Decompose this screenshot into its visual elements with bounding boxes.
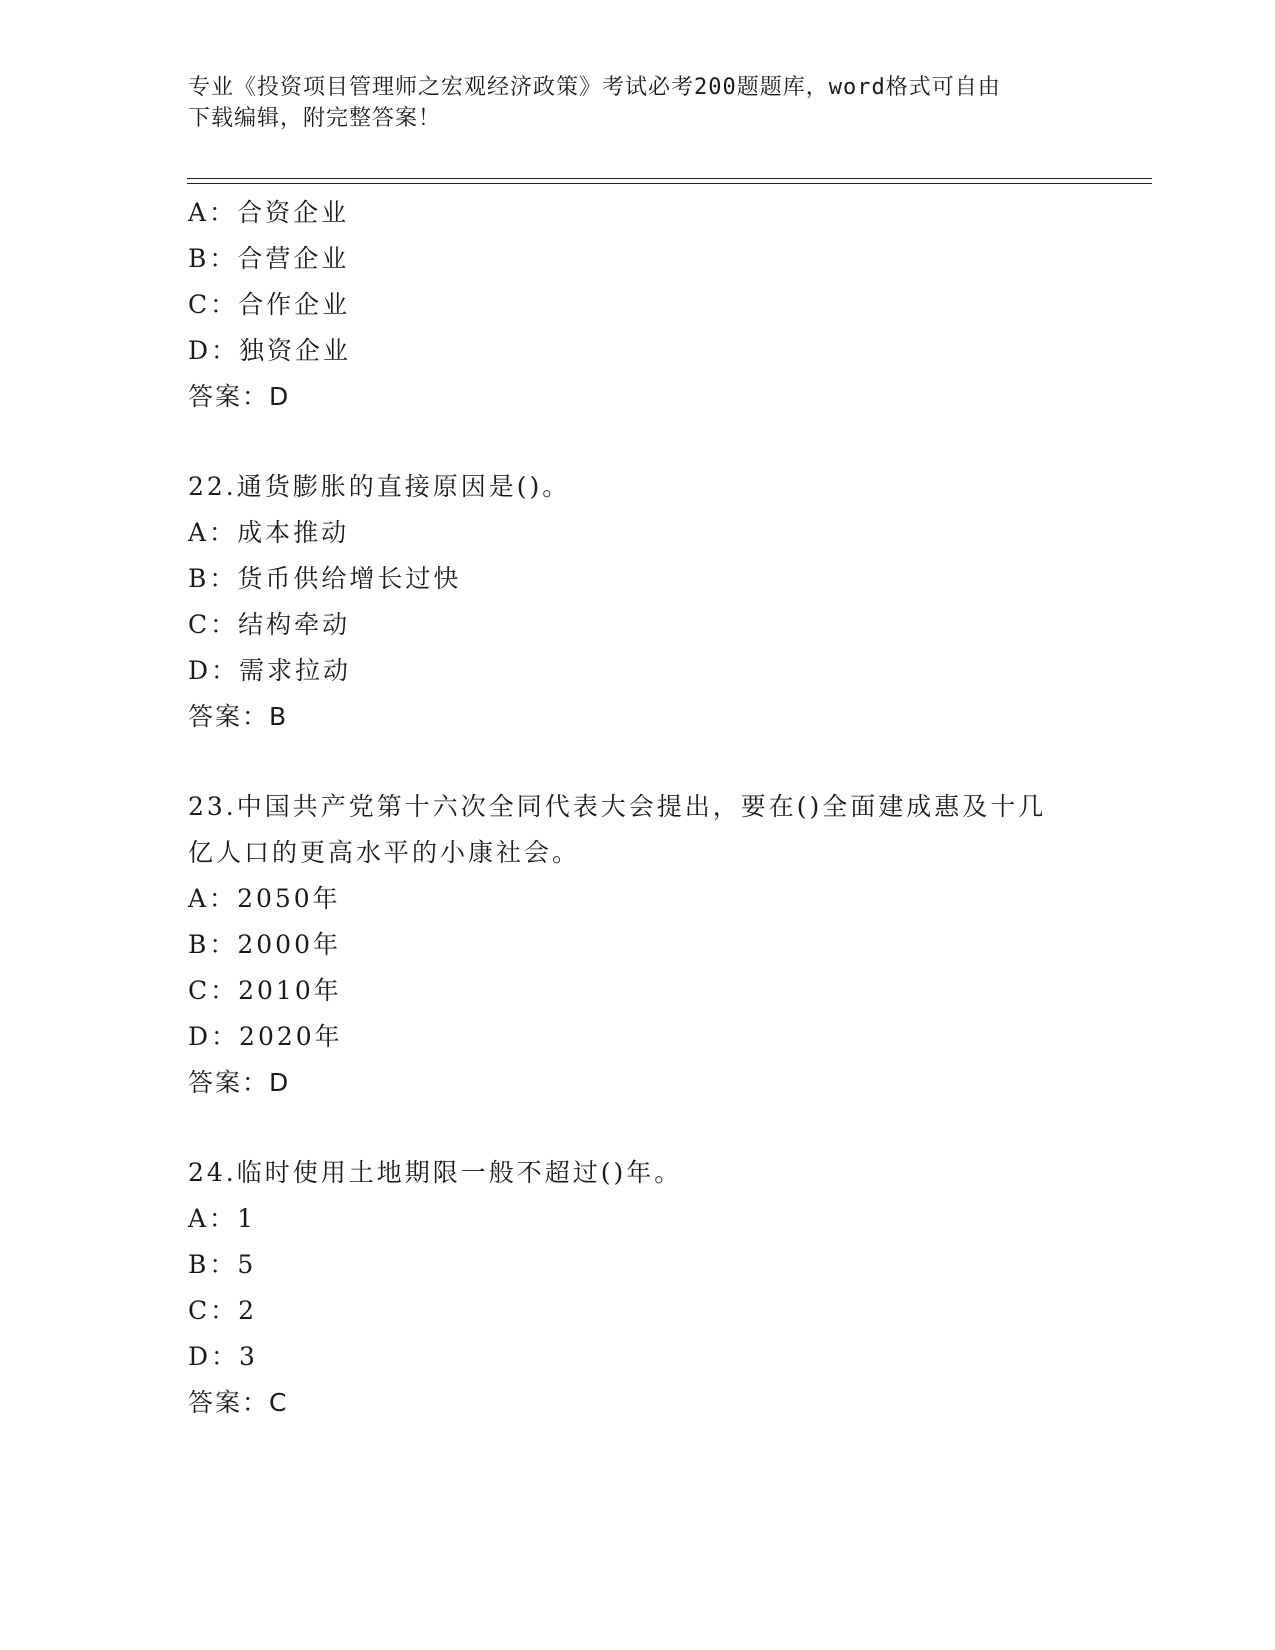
option-text: 货币供给增长过快 [237,564,462,593]
option-prefix: C： [188,610,239,639]
option-a [188,510,1088,556]
option-prefix: C： [188,1296,239,1325]
option-c [188,1288,1088,1334]
option-text: 2020年 [239,1022,343,1051]
answer-line [188,694,1088,740]
option-d [188,328,1088,374]
option-text: 5 [237,1250,257,1279]
header-line-2: 下载编辑，附完整答案！ [188,106,442,131]
option-text: 1 [237,1204,256,1233]
answer-label: 答案： [188,382,270,411]
option-a [188,876,1088,922]
option-prefix: B： [188,244,238,273]
option-text: 合资企业 [237,198,350,227]
option-text: 成本推动 [237,518,350,547]
option-prefix: D： [188,336,240,365]
answer-line [188,1380,1088,1426]
question-block-24 [188,1150,1088,1426]
question-text-line-1: 23.中国共产党第十六次全同代表大会提出，要在()全面建成惠及十几 [188,792,1047,821]
option-d [188,648,1088,694]
option-d [188,1014,1088,1060]
option-prefix: B： [188,1250,238,1279]
header-divider-top [187,178,1152,179]
option-b [188,556,1088,602]
answer-label: 答案： [188,1068,270,1097]
option-prefix: A： [188,518,238,547]
answer-value: B [269,702,289,731]
option-prefix: A： [188,1204,238,1233]
option-prefix: C： [188,290,239,319]
answer-line [188,374,1088,420]
option-text: 2050年 [237,884,341,913]
question-block-21 [188,190,1088,420]
option-text: 2010年 [238,976,342,1005]
option-b [188,1242,1088,1288]
option-text: 合营企业 [237,244,350,273]
option-text: 2000年 [237,930,341,959]
option-prefix: D： [188,656,240,685]
option-c [188,602,1088,648]
option-prefix: A： [188,198,238,227]
question-text: 22.通货膨胀的直接原因是()。 [188,472,571,501]
header-line-1: 专业《投资项目管理师之宏观经济政策》考试必考200题题库，word格式可自由 [188,75,1001,100]
option-d [188,1334,1088,1380]
question-block-23 [188,784,1088,1106]
option-a [188,190,1088,236]
option-prefix: B： [188,564,238,593]
option-prefix: C： [188,976,239,1005]
question-list [188,190,1088,1426]
answer-label: 答案： [188,702,270,731]
answer-value: C [269,1388,289,1417]
header-divider-bottom [187,183,1152,184]
option-a [188,1196,1088,1242]
option-prefix: D： [188,1342,240,1371]
option-text: 结构牵动 [238,610,351,639]
option-prefix: B： [188,930,238,959]
option-text: 独资企业 [239,336,352,365]
question-text-line-2: 亿人口的更高水平的小康社会。 [188,838,581,867]
answer-label: 答案： [188,1388,270,1417]
option-prefix: A： [188,884,238,913]
option-c [188,968,1088,1014]
answer-line [188,1060,1088,1106]
question-text: 24.临时使用土地期限一般不超过()年。 [188,1158,683,1187]
option-text: 2 [238,1296,258,1325]
option-b [188,922,1088,968]
answer-value: D [269,1068,291,1097]
document-header [188,72,1068,134]
option-prefix: D： [188,1022,240,1051]
option-c [188,282,1088,328]
question-block-22 [188,464,1088,740]
answer-value: D [269,382,291,411]
option-text: 需求拉动 [239,656,352,685]
option-text: 合作企业 [238,290,351,319]
option-b [188,236,1088,282]
option-text: 3 [239,1342,258,1371]
